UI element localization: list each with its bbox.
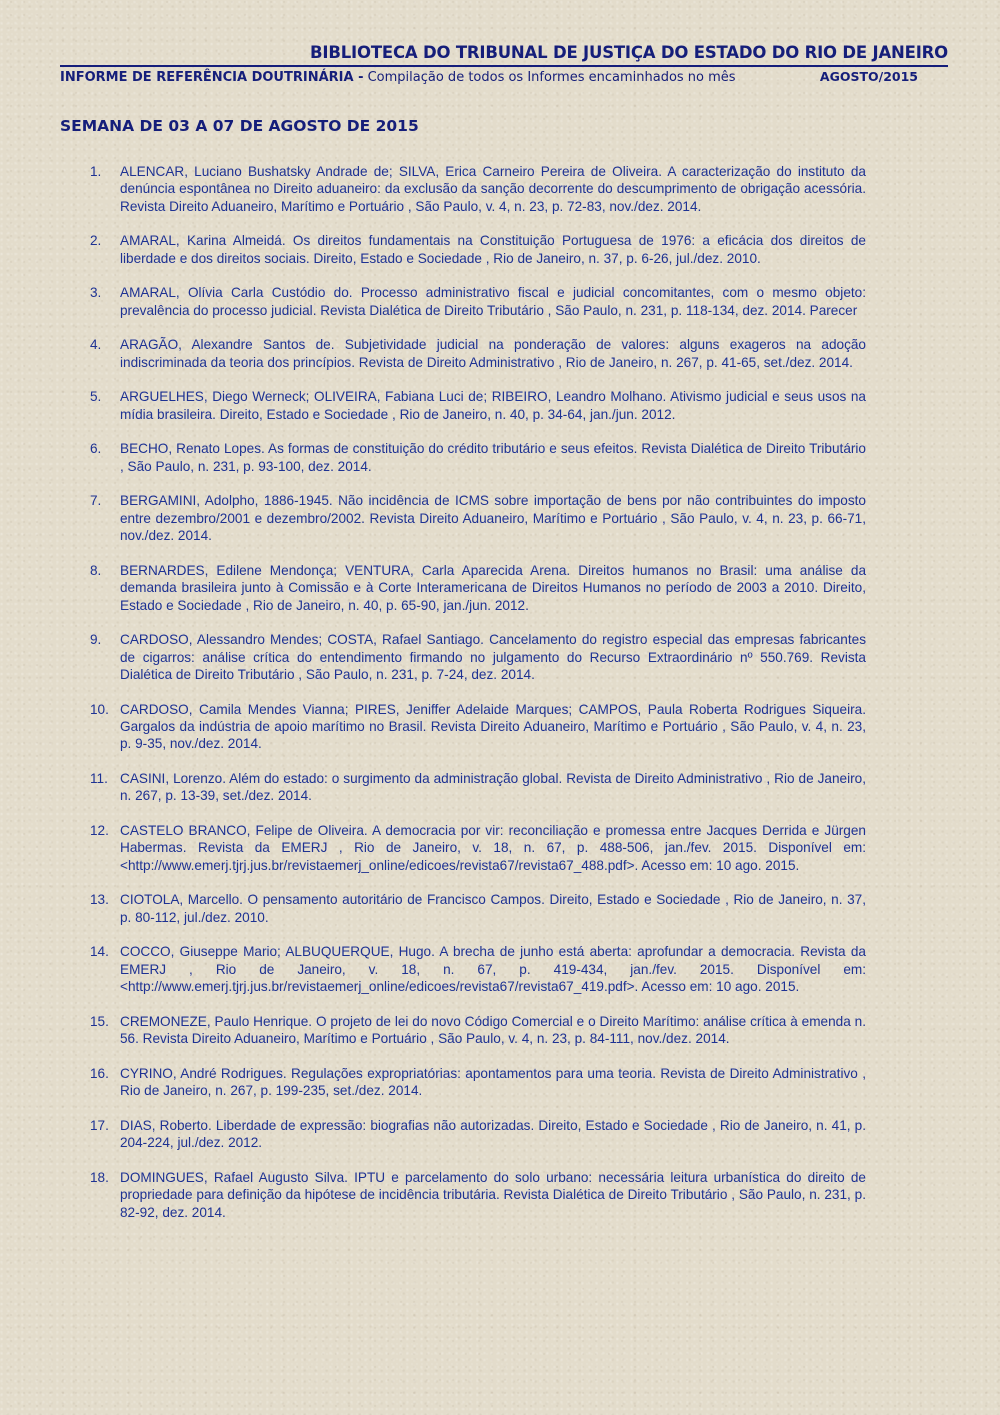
list-item bbox=[90, 1065, 866, 1100]
entry-number: 6. bbox=[90, 441, 102, 457]
entry-number: 15. bbox=[90, 1013, 109, 1029]
entry-number: 10. bbox=[90, 701, 109, 717]
list-item bbox=[90, 562, 866, 614]
week-heading: SEMANA DE 03 A 07 DE AGOSTO DE 2015 bbox=[60, 117, 419, 135]
entry-number: 9. bbox=[90, 632, 102, 648]
report-subtitle bbox=[60, 68, 948, 86]
list-item bbox=[90, 284, 866, 319]
entry-text: DIAS, Roberto. Liberdade de expressão: biografias não autorizadas. Direito, Estado e Sociedade , Rio de Janeiro, n. 41, p. 204-224, jul./dez. 2012. bbox=[120, 1117, 866, 1151]
entry-text: AMARAL, Karina Almeidá. Os direitos fundamentais na Constituição Portuguesa de 1976: a eficácia dos direitos de liberdade e dos direitos sociais. Direito, Estado e Sociedade , Rio de Janeiro, n. 37, p. 6-26, jul./dez. 2010. bbox=[120, 233, 866, 266]
entry-text: CASINI, Lorenzo. Além do estado: o surgimento da administração global. Revista de Direito Administrativo , Rio de Janeiro, n. 267, p. 13-39, set./dez. 2014. bbox=[120, 771, 866, 804]
report-description: Compilação de todos os Informes encaminhados no mês bbox=[363, 70, 736, 85]
reference-list bbox=[90, 163, 866, 1238]
list-item bbox=[90, 943, 866, 995]
entry-number: 16. bbox=[90, 1065, 109, 1081]
report-month: AGOSTO/2015 bbox=[819, 69, 918, 84]
entry-number: 4. bbox=[90, 337, 102, 353]
entry-number: 11. bbox=[90, 771, 108, 787]
entry-text: CIOTOLA, Marcello. O pensamento autoritário de Francisco Campos. Direito, Estado e Sociedade , Rio de Janeiro, n. 37, p. 80-112, jul./dez. 2010. bbox=[120, 892, 866, 925]
entry-number: 8. bbox=[90, 562, 102, 578]
entry-number: 14. bbox=[90, 944, 109, 960]
list-item bbox=[90, 440, 866, 475]
list-item bbox=[90, 891, 866, 926]
report-subtitle-text bbox=[60, 69, 736, 86]
entry-number: 12. bbox=[90, 823, 109, 839]
page-header bbox=[60, 42, 948, 86]
entry-number: 2. bbox=[90, 233, 102, 249]
list-item bbox=[90, 770, 866, 805]
list-item bbox=[90, 492, 866, 544]
entry-number: 3. bbox=[90, 285, 102, 301]
entry-text: CARDOSO, Alessandro Mendes; COSTA, Rafael Santiago. Cancelamento do registro especial das empresas fabricantes de cigarros: análise crítica do entendimento firmando no julgamento do Recurso Extraordinário nº 550.769. Revista Dialética de Direito Tributário , São Paulo, n. 231, p. 7-24, dez. 2014. bbox=[120, 632, 866, 683]
entry-text: ARGUELHES, Diego Werneck; OLIVEIRA, Fabiana Luci de; RIBEIRO, Leandro Molhano. Ativismo judicial e seus usos na mídia brasileira. Direito, Estado e Sociedade , Rio de Janeiro, n. 40, p. 34-64, jan./jun. 2012. bbox=[120, 389, 866, 422]
report-label: INFORME DE REFERÊNCIA DOUTRINÁRIA - bbox=[60, 70, 364, 85]
entry-number: 7. bbox=[90, 493, 102, 509]
entry-text: CYRINO, André Rodrigues. Regulações expropriatórias: apontamentos para uma teoria. Revista de Direito Administrativo , Rio de Janeiro, n. 267, p. 199-235, set./dez. 2014. bbox=[120, 1065, 866, 1099]
entry-text: BECHO, Renato Lopes. As formas de constituição do crédito tributário e seus efeitos. Revista Dialética de Direito Tributário , São Paulo, n. 231, p. 93-100, dez. 2014. bbox=[120, 441, 866, 474]
entry-text: ALENCAR, Luciano Bushatsky Andrade de; SILVA, Erica Carneiro Pereira de Oliveira. A caracterização do instituto da denúncia espontânea no Direito aduaneiro: da exclusão da sanção decorrente do descumprimento de obrigação acessória. Revista Direito Aduaneiro, Marítimo e Portuário , São Paulo, v. 4, n. 23, p. 72-83, nov./dez. 2014. bbox=[120, 164, 866, 214]
list-item bbox=[90, 1169, 866, 1221]
entry-text: DOMINGUES, Rafael Augusto Silva. IPTU e parcelamento do solo urbano: necessária leitura urbanística do direito de propriedade para definição da hipótese de incidência tributária. Revista Dialética de Direito Tributário , São Paulo, n. 231, p. 82-92, dez. 2014. bbox=[120, 1169, 866, 1220]
library-title: BIBLIOTECA DO TRIBUNAL DE JUSTIÇA DO ESTADO DO RIO DE JANEIRO bbox=[310, 43, 948, 62]
list-item bbox=[90, 232, 866, 267]
list-item bbox=[90, 1117, 866, 1152]
entry-number: 13. bbox=[90, 892, 109, 908]
list-item bbox=[90, 388, 866, 423]
entry-text: COCCO, Giuseppe Mario; ALBUQUERQUE, Hugo. A brecha de junho está aberta: aprofundar a democracia. Revista da EMERJ , Rio de Janeiro, v. 18, n. 67, p. 419-434, jan./fev. 2015. Disponível em: <http://www.emerj.tjrj.jus.br/revistaemerj_online/edicoes/revista67/revista67_419.pdf>. Acesso em: 10 ago. 2015. bbox=[120, 944, 866, 995]
entry-number: 17. bbox=[90, 1117, 109, 1133]
entry-number: 1. bbox=[90, 164, 102, 179]
list-item bbox=[90, 336, 866, 371]
entry-text: CARDOSO, Camila Mendes Vianna; PIRES, Jeniffer Adelaide Marques; CAMPOS, Paula Roberta Rodrigues Siqueira. Gargalos da indústria de apoio marítimo no Brasil. Revista Direito Aduaneiro, Marítimo e Portuário , São Paulo, v. 4, n. 23, p. 9-35, nov./dez. 2014. bbox=[120, 701, 866, 752]
entry-text: BERGAMINI, Adolpho, 1886-1945. Não incidência de ICMS sobre importação de bens por não contribuintes do imposto entre dezembro/2001 e dezembro/2002. Revista Direito Aduaneiro, Marítimo e Portuário , São Paulo, v. 4, n. 23, p. 66-71, nov./dez. 2014. bbox=[120, 493, 866, 544]
entry-text: CASTELO BRANCO, Felipe de Oliveira. A democracia por vir: reconciliação e promessa entre Jacques Derrida e Jürgen Habermas. Revista da EMERJ , Rio de Janeiro, v. 18, n. 67, p. 488-506, jan./fev. 2015. Disponível em: <http://www.emerj.tjrj.jus.br/revistaemerj_online/edicoes/revista67/revista67_488.pdf>. Acesso em: 10 ago. 2015. bbox=[120, 823, 866, 873]
entry-number: 5. bbox=[90, 389, 102, 405]
list-item bbox=[90, 701, 866, 753]
entry-number: 18. bbox=[90, 1169, 109, 1185]
entry-text: ARAGÃO, Alexandre Santos de. Subjetividade judicial na ponderação de valores: alguns exageros na adoção indiscriminada da teoria dos princípios. Revista de Direito Administrativo , Rio de Janeiro, n. 267, p. 41-65, set./dez. 2014. bbox=[120, 337, 866, 370]
list-item bbox=[90, 163, 866, 215]
entry-text: BERNARDES, Edilene Mendonça; VENTURA, Carla Aparecida Arena. Direitos humanos no Brasil: uma análise da demanda brasileira junto à Comissão e à Corte Interamericana de Direitos Humanos no período de 2003 a 2010. Direito, Estado e Sociedade , Rio de Janeiro, n. 40, p. 65-90, jan./jun. 2012. bbox=[120, 562, 866, 613]
entry-text: AMARAL, Olívia Carla Custódio do. Processo administrativo fiscal e judicial concomitantes, com o mesmo objeto: prevalência do processo judicial. Revista Dialética de Direito Tributário , São Paulo, n. 231, p. 118-134, dez. 2014. Parecer bbox=[120, 285, 866, 318]
header-divider bbox=[60, 65, 948, 67]
list-item bbox=[90, 1013, 866, 1048]
list-item bbox=[90, 631, 866, 683]
entry-text: CREMONEZE, Paulo Henrique. O projeto de lei do novo Código Comercial e o Direito Marítimo: análise crítica à emenda n. 56. Revista Direito Aduaneiro, Marítimo e Portuário , São Paulo, v. 4, n. 23, p. 84-111, nov./dez. 2014. bbox=[120, 1013, 866, 1047]
list-item bbox=[90, 822, 866, 874]
